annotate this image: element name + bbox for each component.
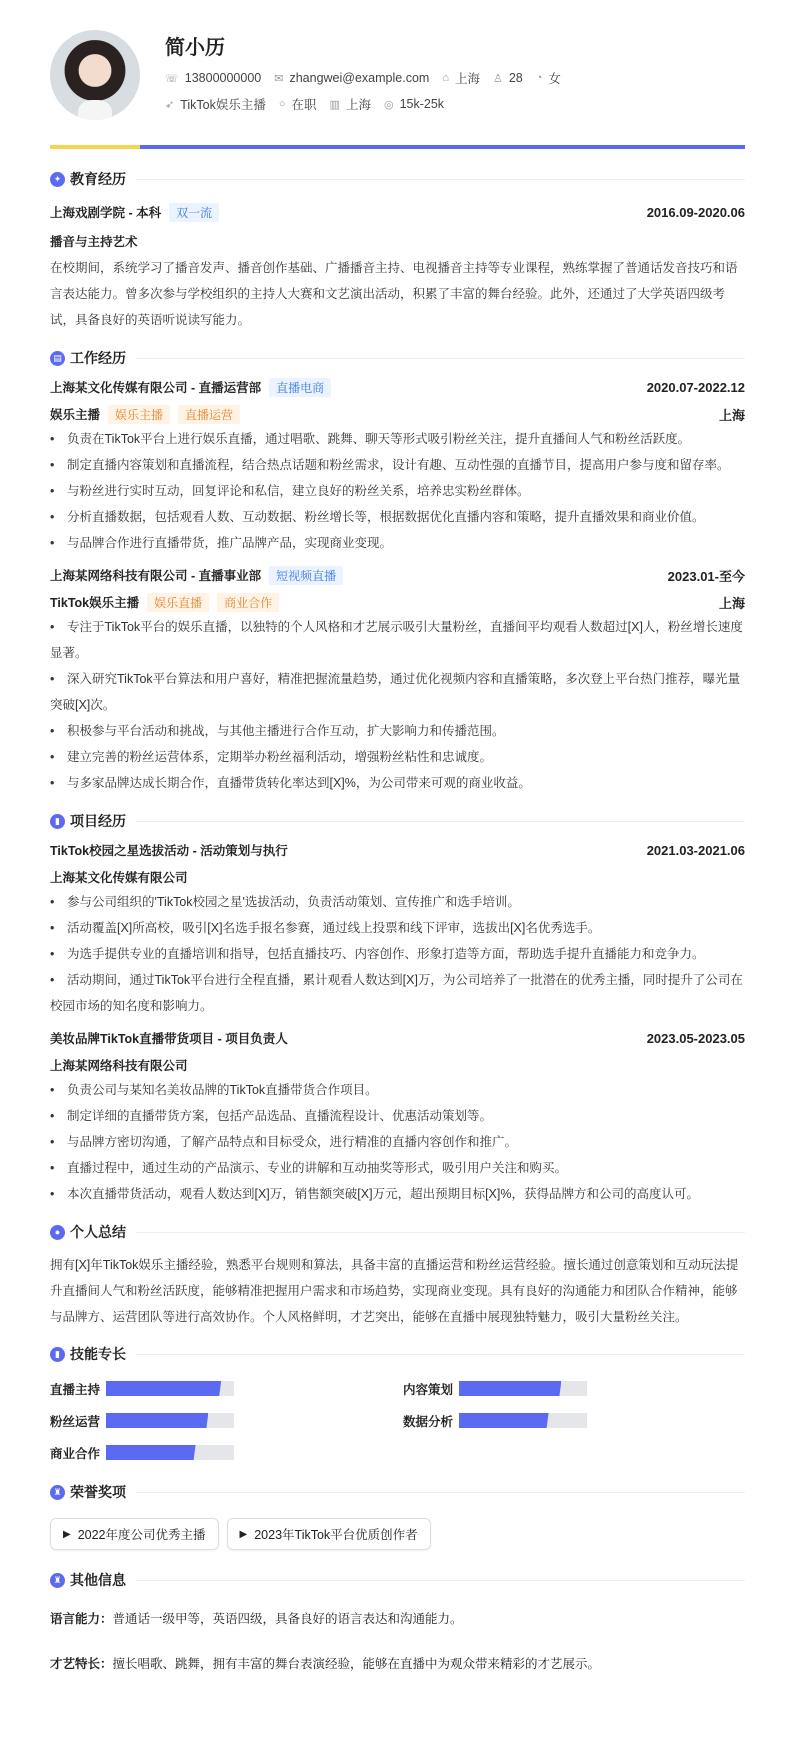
bullet-list — [50, 1077, 745, 1207]
skill-bar-fill — [106, 1413, 208, 1428]
triangle-icon: ▶ — [239, 1528, 248, 1540]
school: 上海戏剧学院 - 本科 — [50, 206, 162, 220]
company: 上海某网络科技有限公司 - 直播事业部 — [50, 569, 262, 583]
summary-text: 拥有[X]年TikTok娱乐主播经验，熟悉平台规则和算法，具备丰富的直播运营和粉丝运营经验。擅长通过创意策划和互动玩法提升直播间人气和粉丝活跃度，能够精准把握用户需求和市场趋势，实现商业变现。具有良好的沟通能力和团队合作精神，能够与品牌方、运营团队等进行高效协作。个人风格鲜明，才艺突出，能够在直播中展现独特魅力，吸引大量粉丝关注。 — [50, 1258, 739, 1324]
other-label: 语言能力： — [50, 1612, 113, 1626]
section-title: 其他信息 — [70, 1572, 126, 1588]
skill-item — [50, 1445, 403, 1460]
school-tag: 双一流 — [169, 203, 219, 222]
list-item: • 与品牌合作进行直播带货，推广品牌产品，实现商业变现。 — [50, 530, 745, 556]
list-item: • 专注于TikTok平台的娱乐直播，以独特的个人风格和才艺展示吸引大量粉丝，直播间平均观看人数超过[X]人，粉丝增长速度显著。 — [50, 614, 745, 666]
info-icon: ♜ — [50, 1573, 65, 1588]
gender-icon: ◔ — [535, 72, 543, 84]
status-icon: ○ — [278, 98, 286, 110]
section-title: 荣誉奖项 — [70, 1484, 126, 1500]
briefcase-icon: ▤ — [50, 351, 65, 366]
section-work — [50, 348, 745, 368]
award-item — [50, 1518, 219, 1550]
job-role-wrap — [50, 405, 240, 424]
send-icon: ➶ — [165, 98, 175, 111]
skill-bar-fill — [459, 1381, 561, 1396]
job-role: TikTok娱乐主播 — [50, 596, 140, 610]
skill-bar-fill — [106, 1445, 196, 1460]
job-role: 娱乐主播 — [50, 408, 101, 422]
skill-name: 内容策划 — [403, 1382, 454, 1397]
section-awards — [50, 1482, 745, 1502]
section-title: 工作经历 — [70, 350, 126, 366]
project-header — [50, 1028, 745, 1048]
award-icon: ♜ — [50, 1485, 65, 1500]
name: 简小历 — [165, 37, 225, 59]
section-projects — [50, 811, 745, 831]
salary: 15k-25k — [399, 97, 445, 111]
project-name: TikTok校园之星选拔活动 - 活动策划与执行 — [50, 844, 288, 858]
mail-icon: ✉ — [274, 72, 284, 85]
project-date: 2021.03-2021.06 — [646, 842, 745, 858]
salary-icon: ◎ — [383, 98, 394, 111]
skill-item — [403, 1413, 703, 1428]
skill-bar — [459, 1381, 587, 1396]
triangle-icon: ▶ — [63, 1528, 71, 1540]
other-text: 擅长唱歌、跳舞，拥有丰富的舞台表演经验，能够在直播中为观众带来精彩的才艺展示。 — [112, 1657, 601, 1671]
other-label: 才艺特长： — [50, 1657, 113, 1671]
skill-item — [403, 1381, 703, 1396]
list-item: • 本次直播带货活动，观看人数达到[X]万，销售额突破[X]万元，超出预期目标[X]%，获得品牌方和公司的高度认可。 — [50, 1181, 745, 1207]
list-item: • 直播过程中，通过生动的产品演示、专业的讲解和互动抽奖等形式，吸引用户关注和购买。 — [50, 1155, 745, 1181]
graduation-cap-icon: ✦ — [50, 172, 65, 187]
project-date: 2023.05-2023.05 — [646, 1030, 745, 1046]
project-entry — [50, 840, 745, 1019]
section-summary — [50, 1222, 745, 1242]
job-role-row — [50, 592, 745, 612]
location: 上海 — [454, 72, 480, 86]
job-entry — [50, 377, 745, 556]
role-tag: 直播运营 — [178, 405, 240, 424]
skill-bar-fill — [459, 1413, 549, 1428]
skill-name: 商业合作 — [50, 1446, 101, 1461]
job-header — [50, 565, 745, 585]
job-company-wrap — [50, 378, 331, 397]
chart-icon: ▮ — [50, 814, 65, 829]
role-tag: 商业合作 — [217, 593, 279, 612]
job-intent-row — [165, 95, 574, 113]
section-other — [50, 1570, 745, 1590]
other-info-item — [50, 1606, 745, 1632]
section-title: 技能专长 — [70, 1346, 126, 1362]
award-label: 2022年度公司优秀主播 — [77, 1528, 206, 1542]
award-label: 2023年TikTok平台优质创作者 — [254, 1528, 418, 1542]
project-name: 美妆品牌TikTok直播带货项目 - 项目负责人 — [50, 1032, 288, 1046]
company-tag: 短视频直播 — [269, 566, 343, 585]
skill-bar-fill — [106, 1381, 221, 1396]
list-item: • 负责在TikTok平台上进行娱乐直播，通过唱歌、跳舞、聊天等形式吸引粉丝关注，提升直播间人气和粉丝活跃度。 — [50, 426, 745, 452]
skill-item — [50, 1413, 403, 1428]
role-tag: 娱乐主播 — [108, 405, 170, 424]
user-icon: ● — [50, 1225, 65, 1240]
job-entry — [50, 565, 745, 796]
list-item: • 积极参与平台活动和挑战，与其他主播进行合作互动，扩大影响力和传播范围。 — [50, 718, 745, 744]
list-item: • 与多家品牌达成长期合作，直播带货转化率达到[X]%，为公司带来可观的商业收益。 — [50, 770, 745, 796]
avatar — [50, 30, 140, 120]
section-title: 教育经历 — [70, 171, 126, 187]
building-icon: ▥ — [329, 98, 340, 111]
role-tag: 娱乐直播 — [147, 593, 209, 612]
header-divider — [50, 145, 745, 149]
company: 上海某文化传媒有限公司 - 直播运营部 — [50, 381, 262, 395]
list-item: • 深入研究TikTok平台算法和用户喜好，精准把握流量趋势，通过优化视频内容和直播策略，多次登上平台热门推荐，曝光量突破[X]次。 — [50, 666, 745, 718]
skill-bar — [106, 1381, 234, 1396]
resume-header — [50, 28, 745, 134]
phone: 13800000000 — [184, 71, 262, 85]
bullet-list — [50, 614, 745, 796]
skill-bar — [106, 1413, 234, 1428]
company-tag: 直播电商 — [269, 378, 331, 397]
job-city: 上海 — [718, 595, 745, 611]
project-company-row — [50, 867, 745, 887]
project-company: 上海某网络科技有限公司 — [50, 1059, 188, 1073]
city: 上海 — [345, 98, 371, 112]
cake-icon: ♙ — [492, 72, 503, 85]
skill-bar — [459, 1413, 587, 1428]
other-info-item — [50, 1651, 745, 1677]
section-skills — [50, 1344, 745, 1364]
project-company-row — [50, 1055, 745, 1075]
skill-item — [50, 1381, 403, 1396]
skill-name: 粉丝运营 — [50, 1414, 101, 1429]
status: 在职 — [291, 98, 317, 112]
job-role-wrap — [50, 593, 279, 612]
other-text: 普通话一级甲等，英语四级，具备良好的语言表达和沟通能力。 — [112, 1612, 463, 1626]
list-item: • 为选手提供专业的直播培训和指导，包括直播技巧、内容创作、形象打造等方面，帮助选手提升直播能力和竞争力。 — [50, 941, 745, 967]
project-company: 上海某文化传媒有限公司 — [50, 871, 188, 885]
contact-row — [165, 69, 574, 87]
gender: 女 — [548, 72, 561, 86]
list-item: • 与品牌方密切沟通，了解产品特点和目标受众，进行精准的直播内容创作和推广。 — [50, 1129, 745, 1155]
position: TikTok娱乐主播 — [180, 98, 266, 112]
skill-name: 直播主持 — [50, 1382, 101, 1397]
list-item: • 制定直播内容策划和直播流程，结合热点话题和粉丝需求，设计有趣、互动性强的直播节目，提高用户参与度和留存率。 — [50, 452, 745, 478]
home-icon: ⌂ — [442, 72, 449, 84]
major: 播音与主持艺术 — [50, 235, 138, 249]
bullet-list — [50, 889, 745, 1019]
section-title: 个人总结 — [70, 1224, 126, 1240]
job-company-wrap — [50, 566, 343, 585]
project-header — [50, 840, 745, 860]
list-item: • 与粉丝进行实时互动，回复评论和私信，建立良好的粉丝关系，培养忠实粉丝群体。 — [50, 478, 745, 504]
list-item: • 活动期间，通过TikTok平台进行全程直播，累计观看人数达到[X]万，为公司培养了一批潜在的优秀主播，同时提升了公司在校园市场的知名度和影响力。 — [50, 967, 745, 1019]
project-entry — [50, 1028, 745, 1207]
skill-bar — [106, 1445, 234, 1460]
list-item: • 制定详细的直播带货方案，包括产品选品、直播流程设计、优惠活动策划等。 — [50, 1103, 745, 1129]
section-education — [50, 169, 745, 189]
edu-description: 在校期间，系统学习了播音发声、播音创作基础、广播播音主持、电视播音主持等专业课程，熟练掌握了普通话发音技巧和语言表达能力。曾多次参与学校组织的主持人大赛和文艺演出活动，积累了丰富的舞台经验。此外，还通过了大学英语四级考试，具备良好的英语听说读写能力。 — [50, 261, 738, 327]
edu-date: 2016.09-2020.06 — [646, 204, 745, 220]
bar-chart-icon: ▮ — [50, 1347, 65, 1362]
job-city: 上海 — [718, 407, 745, 423]
list-item: • 活动覆盖[X]所高校，吸引[X]名选手报名参赛，通过线上投票和线下评审，选拔出[X]名优秀选手。 — [50, 915, 745, 941]
job-header — [50, 377, 745, 397]
bullet-list — [50, 426, 745, 556]
list-item: • 参与公司组织的'TikTok校园之星'选拔活动，负责活动策划、宣传推广和选手培训。 — [50, 889, 745, 915]
email: zhangwei@example.com — [289, 71, 430, 85]
age: 28 — [508, 71, 523, 85]
list-item: • 分析直播数据，包括观看人数、互动数据、粉丝增长等，根据数据优化直播内容和策略，提升直播效果和商业价值。 — [50, 504, 745, 530]
list-item: • 负责公司与某知名美妆品牌的TikTok直播带货合作项目。 — [50, 1077, 745, 1103]
skill-name: 数据分析 — [403, 1414, 454, 1429]
phone-icon: ☏ — [165, 72, 179, 85]
job-date: 2023.01-至今 — [667, 568, 745, 584]
job-role-row — [50, 404, 745, 424]
section-title: 项目经历 — [70, 813, 126, 829]
job-date: 2020.07-2022.12 — [646, 379, 745, 395]
award-item — [227, 1518, 431, 1550]
list-item: • 建立完善的粉丝运营体系，定期举办粉丝福利活动，增强粉丝粘性和忠诚度。 — [50, 744, 745, 770]
